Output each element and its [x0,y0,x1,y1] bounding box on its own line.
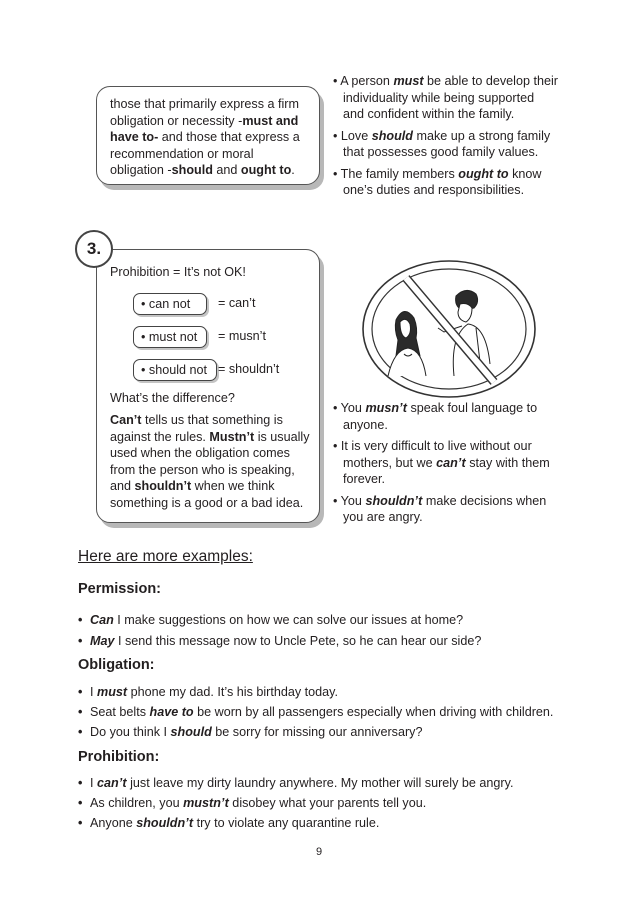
page-number: 9 [315,846,323,858]
equals-cant: = can’t [218,296,256,310]
prohibition-examples-list [333,400,558,531]
section-title-obligation: Obligation: [78,657,155,673]
example-item: • Do you think I should be sorry for missing our anniversary? [78,725,423,739]
section-title-permission: Permission: [78,581,161,597]
list-item: • You musn’t speak foul language to anyone. [333,401,538,432]
list-item: • A person must be able to develop their individuality while being supported and confident within the family. [333,74,558,121]
example-item: • May I send this message now to Uncle Pete, so he can hear our side? [78,634,482,648]
obligation-summary-text: those that primarily express a firm obligation or necessity -must and have to- and those that express a recommendation or moral obligation -should and ought to. [110,97,300,177]
list-item: • It is very difficult to live without our mothers, but we can’t stay with them forever. [333,439,550,486]
list-item: • Love should make up a strong family that possesses good family values. [333,128,551,159]
prohibition-sign-illustration [358,258,540,400]
list-item: • The family members ought to know one’s duties and responsibilities. [333,166,542,197]
example-item: • Can I make suggestions on how we can solve our issues at home? [78,613,464,627]
obligation-examples-list [333,73,558,204]
list-item: • You shouldn’t make decisions when you are angry. [333,493,547,524]
difference-question: What’s the difference? [110,391,235,405]
example-item: • Seat belts have to be worn by all passengers especially when driving with children. [78,705,554,719]
example-item: • Anyone shouldn’t try to violate any quarantine rule. [78,816,380,830]
equals-shouldnt: = shouldn’t [218,362,280,376]
pill-should-not: • should not [133,359,217,381]
example-item: • I can’t just leave my dirty laundry anywhere. My mother will surely be angry. [78,776,514,790]
more-examples-heading: Here are more examples: [78,548,253,565]
equals-musnt: = musn’t [218,329,266,343]
prohibition-heading: Prohibition = It’s not OK! [110,265,246,279]
pill-must-not: • must not [133,326,207,348]
pill-can-not: • can not [133,293,207,315]
difference-explanation: Can’t tells us that something is against the rules. Mustn’t is usually used when the obligation comes from the person who is speaking, and shouldn’t when we think something is a good or a bad idea. [110,413,310,510]
section-title-prohibition: Prohibition: [78,749,160,765]
example-item: • I must phone my dad. It’s his birthday today. [78,685,339,699]
example-item: • As children, you mustn’t disobey what your parents tell you. [78,796,427,810]
section-number-badge: 3. [75,230,113,268]
